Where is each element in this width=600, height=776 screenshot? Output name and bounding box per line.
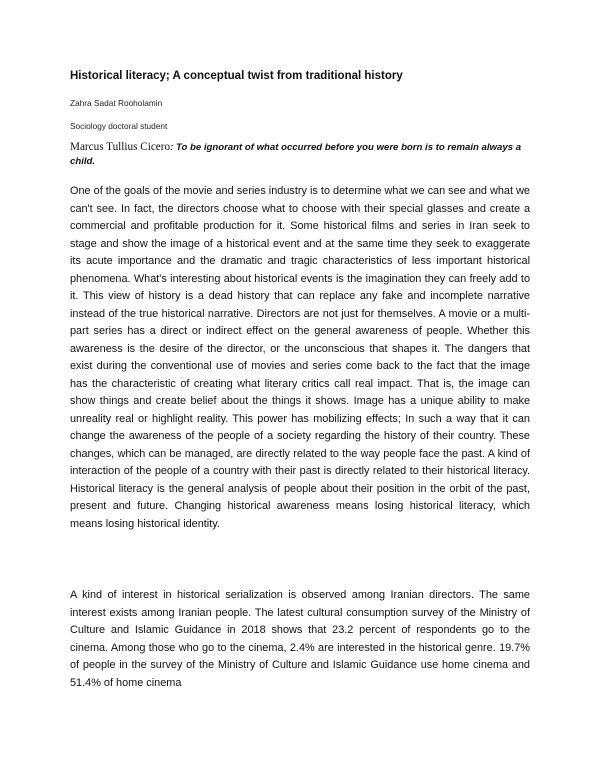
epigraph-attribution: Marcus Tullius Cicero [70,141,171,153]
author-role: Sociology doctoral student [70,121,168,131]
body-paragraph: One of the goals of the movie and series industry is to determine what we can see and what we can't see. In fact, the directors choose what to choose with their special glasses and create a commercial and profitable production for it. Some historical films and series in Iran seek to stage and show the image of a historical event and at the same time they seek to exaggerate its acute importance and the dramatic and tragic characteristics of less important historical phenomena. What's interesting about historical events is the imagination they can freely add to it. This view of history is a dead history that can replace any fake and incomplete narrative instead of the true historical narrative. Directors are not just for themselves. A movie or a multi-part series has a direct or indirect effect on the general awareness of people. Whether this awareness is the desire of the director, or the unconscious that shapes it. The dangers that exist during the conventional use of movies and series come back to the fact that the image has the characteristic of creating what literary critics call real impact. That is, the image can show things and create belief about the things it shows. Image has a unique ability to make unreality real or highlight reality. This power has mobilizing effects; In such a way that it can change the awareness of the people of a society regarding the history of their country. These changes, which can be managed, are directly related to the way people face the past. A kind of interaction of the people of a country with their past is directly related to their historical literacy. Historical literacy is the general analysis of people about their position in the orbit of the past, present and future. Changing historical awareness means losing historical literacy, which means losing historical identity. [70,185,530,530]
epigraph [70,140,540,169]
epigraph-text: : To be ignorant of what occurred before you were born is to remain always a child. [70,142,522,167]
author-name: Zahra Sadat Rooholamin [70,98,163,108]
document-title: Historical literacy; A conceptual twist from traditional history [70,70,403,82]
body-paragraph: A kind of interest in historical serialization is observed among Iranian directors. The same interest exists among Iranian people. The latest cultural consumption survey of the Ministry of Culture and Islamic Guidance in 2018 shows that 23.2 percent of respondents go to the cinema. Among those who go to the cinema, 2.4% are interested in the historical genre. 19.7% of people in the survey of the Ministry of Culture and Islamic Guidance use home cinema and 51.4% of home cinema [70,589,530,689]
